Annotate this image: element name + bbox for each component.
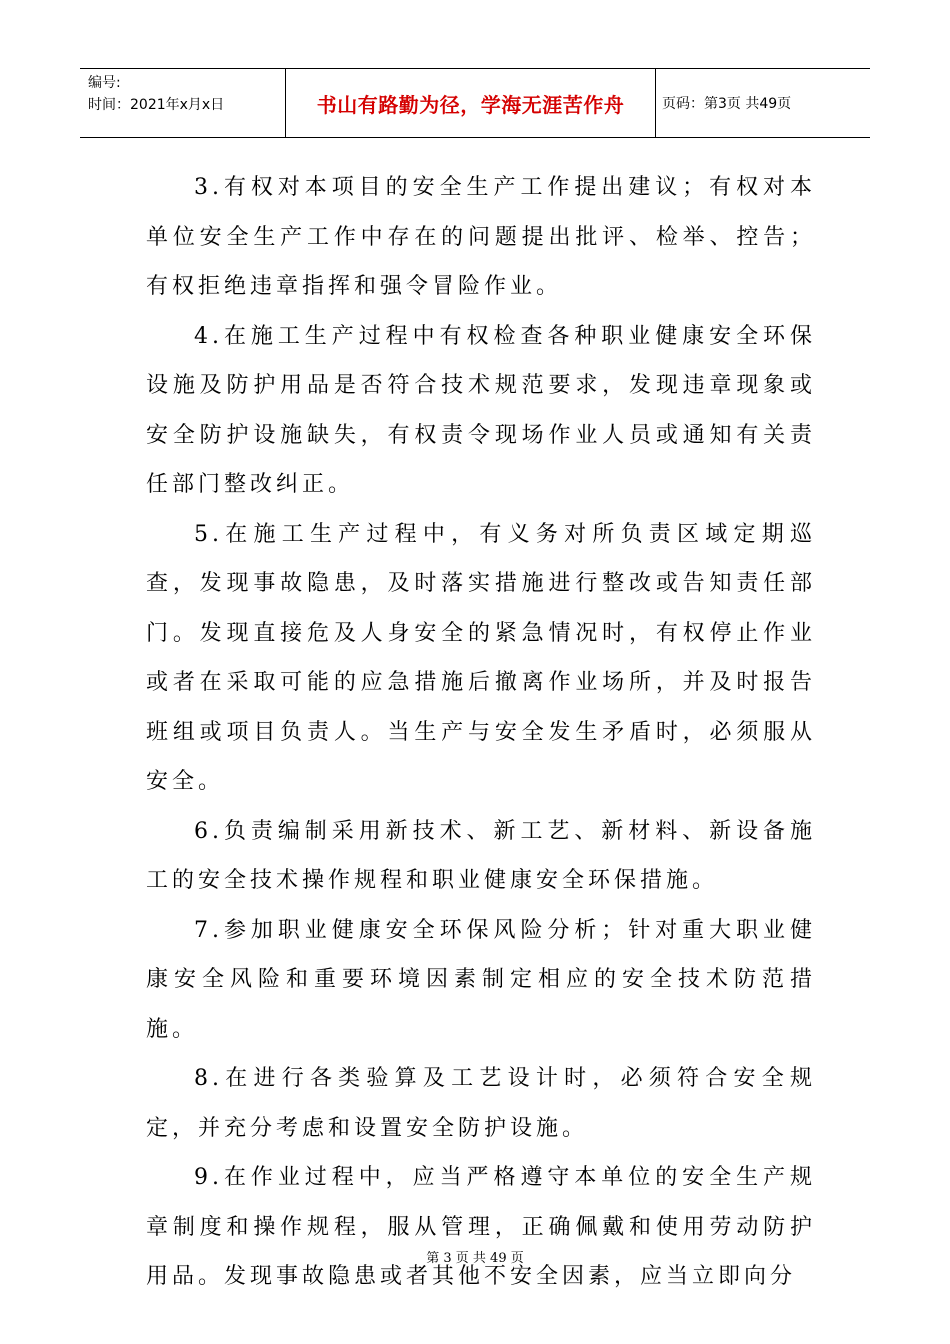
header-meta (80, 69, 285, 137)
paragraph-7: 7.参加职业健康安全环保风险分析；针对重大职业健康安全风险和重要环境因素制定相应的安全技术防范措施。 (146, 917, 816, 1042)
header-motto: 书山有路勤为径，学海无涯苦作舟 (316, 92, 625, 117)
document-date: 时间：2021年x月x日 (88, 97, 225, 113)
header-divider (655, 69, 656, 137)
paragraph-4: 4.在施工生产过程中有权检查各种职业健康安全环保设施及防护用品是否符合技术规范要求，发现违章现象或安全防护设施缺失，有权责令现场作业人员或通知有关责任部门整改纠正。 (146, 323, 816, 497)
paragraph-3: 3.有权对本项目的安全生产工作提出建议；有权对本单位安全生产工作中存在的问题提出批评、检举、控告；有权拒绝违章指挥和强令冒险作业。 (146, 175, 816, 299)
paragraph-5: 5.在施工生产过程中，有义务对所负责区域定期巡查，发现事故隐患，及时落实措施进行整改或告知责任部门。发现直接危及人身安全的紧急情况时，有权停止作业或者在采取可能的应急措施后撤离作业场所，并及时报告班组或项目负责人。当生产与安全发生矛盾时，必须服从安全。 (146, 521, 816, 794)
document-body (146, 163, 816, 1302)
document-number-label: 编号: (88, 75, 121, 91)
paragraph-6: 6.负责编制采用新技术、新工艺、新材料、新设备施工的安全技术操作规程和职业健康安全环保措施。 (146, 818, 816, 893)
page-footer: 第 3 页 共 49 页 (426, 1251, 524, 1266)
header-page-info: 页码：第3页 共49页 (662, 96, 792, 112)
paragraph-9: 9.在作业过程中，应当严格遵守本单位的安全生产规章制度和操作规程，服从管理，正确佩戴和使用劳动防护用品。发现事故隐患或者其他不安全因素，应当立即向分 (146, 1165, 816, 1289)
paragraph-8: 8.在进行各类验算及工艺设计时，必须符合安全规定，并充分考虑和设置安全防护设施。 (146, 1066, 816, 1141)
page-header (80, 68, 870, 138)
